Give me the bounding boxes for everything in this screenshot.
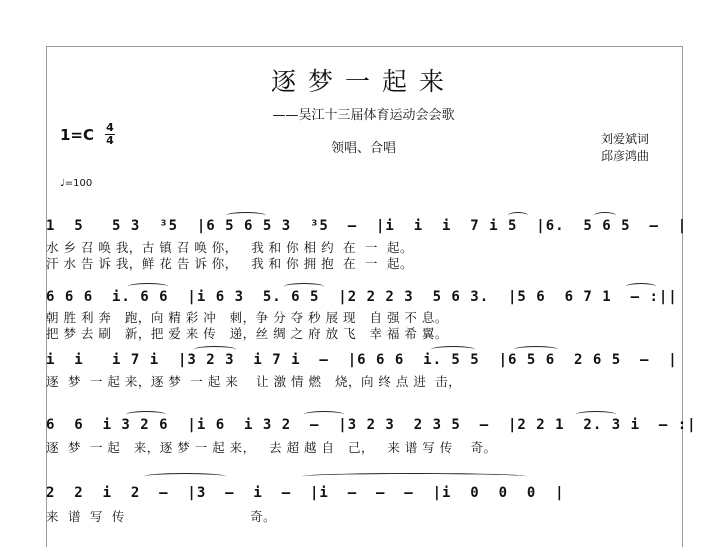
notes-line: 6 6 6 i. 6 6 |i 6 3 5. 6 5 |2 2 2 3 5 6 3. |5 6 6 7 1 – :|| — [46, 289, 678, 305]
notes-line: 2 2 i 2 – |3 – i – |i – – – |i 0 0 0 | — [46, 485, 565, 501]
lyric-line-verse-1: 朝 胜 利 奔 跑，向 精 彩 冲 刺，争 分 夺 秒 展 现 自 强 不 息。 — [46, 310, 448, 325]
slur-mark — [304, 411, 344, 418]
lyric-line-verse-1: 水 乡 召 唤 我，古 镇 召 唤 你， 我 和 你 相 约 在 一 起。 — [46, 240, 413, 255]
time-signature — [105, 122, 115, 147]
lyric-line: 逐 梦 一 起 来，逐 梦 一 起 来， 去 超 越 自 己， 来 谱 写 传 奇。 — [46, 440, 497, 455]
lyric-line: 来 谱 写 传 奇。 — [46, 509, 277, 524]
song-subtitle: ——吴江十三届体育运动会会歌 — [272, 108, 455, 123]
slur-mark — [194, 346, 236, 353]
slur-mark — [576, 411, 616, 418]
composer-credit: 邱彦鸿曲 — [601, 149, 650, 163]
song-title: 逐梦一起来 — [270, 67, 456, 96]
slur-mark — [431, 346, 475, 353]
slur-mark — [301, 473, 527, 480]
slur-mark — [126, 411, 166, 418]
lyric-line-verse-2: 把 梦 去 刷 新，把 爱 来 传 递，丝 绸 之 府 放 飞 幸 福 希 翼。 — [46, 326, 448, 341]
time-signature-bottom: 4 — [106, 134, 114, 147]
notes-line: 6 6 i 3 2 6 |i 6 i 3 2 – |3 2 3 2 3 5 – |2 2 1 2. 3 i – :| — [46, 417, 697, 433]
performers-label: 领唱、合唱 — [330, 141, 396, 156]
notes-line: i i i 7 i |3 2 3 i 7 i – |6 6 6 i. 5 5 |6 5 6 2 6 5 – | — [46, 352, 678, 368]
lyricist-credit: 刘爱斌词 — [601, 132, 650, 146]
slur-mark — [626, 283, 656, 290]
key-signature: 1=C — [60, 126, 95, 144]
slur-mark — [128, 283, 168, 290]
lyric-line-verse-2: 汗 水 告 诉 我，鲜 花 告 诉 你， 我 和 你 拥 抱 在 一 起。 — [46, 256, 413, 271]
slur-mark — [284, 283, 324, 290]
slur-mark — [226, 212, 266, 219]
lyric-line: 逐 梦 一 起 来，逐 梦 一 起 来 让 激 情 燃 烧，向 终 点 进 击， — [46, 374, 462, 389]
slur-mark — [508, 212, 528, 219]
tempo-marking: ♩=100 — [60, 178, 93, 189]
slur-mark — [594, 212, 616, 219]
slur-mark — [514, 346, 558, 353]
slur-mark — [144, 473, 226, 480]
notes-line: 1 5 5 3 ³5 |6 5 6 5 3 ³5 – |i i i 7 i 5 |6. 5 6 5 – | — [46, 218, 688, 234]
time-signature-top: 4 — [106, 121, 114, 134]
